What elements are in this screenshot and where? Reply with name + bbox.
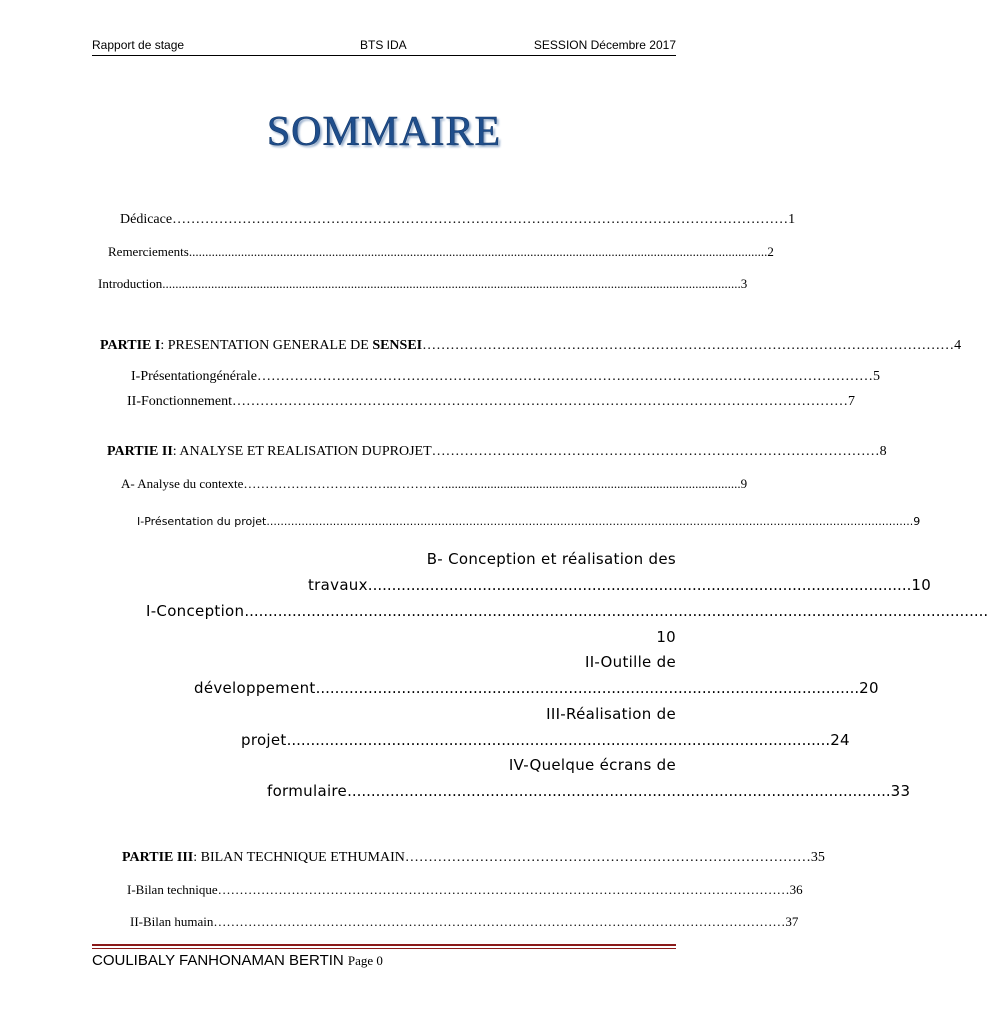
footer-divider — [92, 944, 676, 946]
toc-label: Remerciements — [108, 244, 189, 259]
toc-entry-developpement — [194, 679, 879, 697]
toc-page: 8 — [879, 444, 887, 459]
toc-page: 37 — [785, 914, 799, 929]
toc-page: 20 — [859, 679, 879, 697]
toc-entry-bilan-technique — [127, 882, 803, 898]
toc-page: 24 — [830, 731, 850, 749]
toc-entry-ecrans: IV-Quelque écrans de — [508, 756, 676, 774]
toc-entry-presentation-generale — [131, 369, 880, 385]
toc-leader: .................................................................................................................. — [315, 679, 860, 697]
part-title: : PRESENTATION GENERALE DE — [160, 338, 373, 353]
toc-entry-presentation-projet — [137, 515, 921, 528]
toc-leader: .................................................................................................................................................................................. — [162, 276, 741, 291]
toc-label: projet — [241, 731, 287, 749]
part-title: : ANALYSE ET REALISATION DUPROJET — [172, 444, 432, 459]
toc-entry-analyse-contexte — [121, 476, 748, 492]
toc-page: 9 — [913, 515, 921, 528]
toc-label: II-Fonctionnement — [127, 394, 232, 409]
toc-leader: ............................................................................................................................................................ — [244, 602, 988, 620]
toc-label: développement — [194, 679, 316, 697]
footer-divider-thin — [92, 948, 676, 949]
toc-leader: …………………………………………………………………………………… — [431, 444, 880, 459]
toc-label: Introduction — [98, 276, 163, 291]
toc-page: 36 — [789, 882, 803, 897]
toc-label: travaux — [308, 576, 368, 594]
toc-entry-partie-1 — [100, 338, 962, 354]
toc-leader: ......................................................................................................................................................................................... — [266, 515, 914, 528]
toc-leader: …………………………………………………………………………………………………………………… — [256, 369, 873, 384]
part-number: PARTIE III — [122, 850, 194, 865]
toc-page: 33 — [890, 782, 911, 800]
toc-entry-partie-2 — [107, 444, 887, 460]
toc-leader: ……………………………..…………........................................................................................... — [243, 476, 741, 491]
toc-label: I-Conception — [146, 602, 245, 620]
toc-page: 4 — [954, 338, 962, 353]
toc-leader: …………………………………………………………………………………………………… — [422, 338, 955, 353]
author-name: COULIBALY FANHONAMAN BERTIN — [92, 952, 348, 969]
toc-label: II-Bilan humain — [130, 914, 214, 929]
toc-entry-travaux — [308, 576, 932, 594]
toc-leader: .................................................................................................................. — [286, 731, 831, 749]
page-title: SOMMAIRE — [266, 109, 502, 155]
toc-leader: …………………………………………………………………………… — [404, 850, 811, 865]
toc-entry-partie-3 — [122, 850, 825, 866]
toc-label: I-Présentation du projet — [137, 515, 267, 528]
toc-page: 3 — [740, 276, 748, 291]
toc-label: formulaire — [267, 782, 348, 800]
toc-label: I-Bilan technique — [127, 882, 218, 897]
toc-leader: …………………………………………………………………………………………………………………… — [213, 914, 786, 929]
toc-entry-outille: II-Outille de — [584, 653, 676, 671]
toc-label: Dédicace — [120, 212, 173, 227]
toc-leader: .................................................................................................................. — [347, 782, 891, 800]
toc-entry-dedicace — [120, 212, 796, 228]
toc-leader: …………………………………………………………………………………………………………………… — [172, 212, 789, 227]
toc-page: 10 — [911, 576, 932, 594]
toc-leader: …………………………………………………………………………………………………………………… — [231, 394, 848, 409]
page-number: Page 0 — [347, 953, 383, 968]
header-left: Rapport de stage — [92, 38, 185, 52]
toc-page: 5 — [872, 369, 880, 384]
toc-entry-conception — [146, 602, 988, 620]
toc-page: 9 — [740, 476, 748, 491]
toc-entry-fonctionnement — [127, 394, 855, 410]
toc-leader: …………………………………………………………………………………………………………………… — [217, 882, 790, 897]
toc-entry-realisation: III-Réalisation de — [546, 705, 676, 723]
toc-entry-bilan-humain — [130, 914, 799, 930]
header-center: BTS IDA — [360, 38, 407, 52]
part-number: PARTIE II — [107, 444, 173, 459]
part-title: : BILAN TECHNIQUE ETHUMAIN — [193, 850, 405, 865]
toc-leader: .................................................................................................................................................................................. — [188, 244, 768, 259]
toc-page: 1 — [788, 212, 796, 227]
toc-entry-introduction — [98, 276, 748, 292]
page-footer — [92, 952, 383, 970]
toc-entry-conception-realisation: B- Conception et réalisation des — [426, 550, 676, 568]
toc-label: A- Analyse du contexte — [121, 476, 244, 491]
toc-label: I-Présentationgénérale — [131, 369, 257, 384]
toc-page: 35 — [810, 850, 825, 865]
toc-page: 2 — [767, 244, 774, 259]
toc-leader: .................................................................................................................. — [367, 576, 912, 594]
toc-page: 10 — [656, 628, 676, 646]
header-right: SESSION Décembre 2017 — [533, 38, 676, 52]
part-company: SENSEI — [372, 338, 423, 353]
toc-entry-remerciements — [108, 244, 774, 260]
page-header — [92, 37, 676, 56]
toc-entry-projet — [241, 731, 850, 749]
toc-entry-formulaire — [267, 782, 911, 800]
part-number: PARTIE I — [100, 338, 161, 353]
toc-page: 7 — [847, 394, 855, 409]
